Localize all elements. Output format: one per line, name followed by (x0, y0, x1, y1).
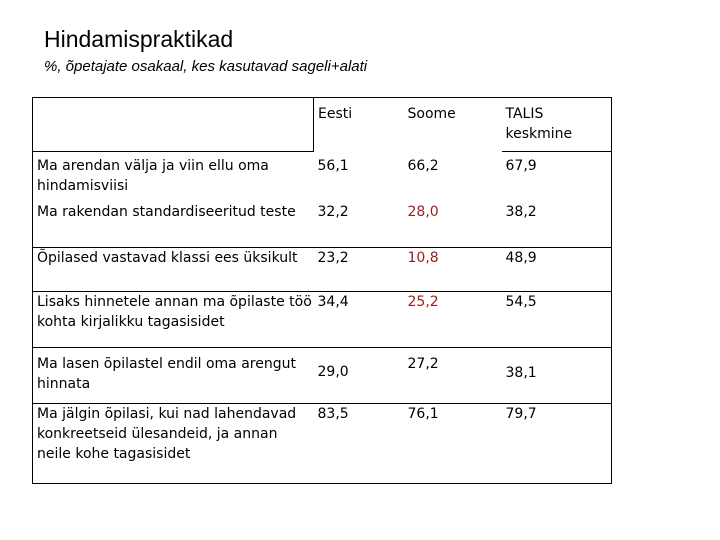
page-subtitle: %, õpetajate osakaal, kes kasutavad sageli+alati (44, 58, 368, 75)
row-label: Õpilased vastavad klassi ees üksikult (33, 248, 314, 292)
assessment-practices-table (32, 97, 612, 484)
cell-talis: 67,9 (502, 152, 612, 200)
cell-eesti: 34,4 (314, 292, 404, 348)
table-row (33, 152, 612, 200)
row-label: Ma rakendan standardiseeritud teste (33, 200, 314, 248)
cell-eesti: 23,2 (314, 248, 404, 292)
header-soome: Soome (404, 98, 502, 152)
cell-soome: 28,0 (404, 200, 502, 248)
cell-soome: 76,1 (404, 404, 502, 484)
cell-talis: 48,9 (502, 248, 612, 292)
cell-soome: 27,2 (404, 348, 502, 404)
cell-eesti: 32,2 (314, 200, 404, 248)
header-talis: TALIS keskmine (502, 98, 612, 152)
table-header-row (33, 98, 612, 152)
header-eesti: Eesti (314, 98, 404, 152)
cell-eesti: 83,5 (314, 404, 404, 484)
table-row (33, 292, 612, 348)
row-label: Ma arendan välja ja viin ellu oma hindamisviisi (33, 152, 314, 200)
cell-talis: 38,2 (502, 200, 612, 248)
cell-eesti: 56,1 (317, 157, 349, 174)
cell-talis: 38,1 (502, 348, 612, 404)
table-row (33, 404, 612, 484)
row-label: Lisaks hinnetele annan ma õpilaste töö kohta kirjalikku tagasisidet (33, 292, 314, 348)
row-label: Ma lasen õpilastel endil oma arengut hinnata (33, 348, 314, 404)
cell-talis: 79,7 (502, 404, 612, 484)
cell-soome: 10,8 (404, 248, 502, 292)
table-row (33, 348, 612, 404)
table-row (33, 248, 612, 292)
cell-soome: 66,2 (407, 157, 439, 174)
page-title: Hindamispraktikad (44, 26, 234, 52)
cell-talis: 54,5 (502, 292, 612, 348)
table-row (33, 200, 612, 248)
row-label: Ma jälgin õpilasi, kui nad lahendavad konkreetseid ülesandeid, ja annan neile kohe tagasisidet (33, 404, 314, 484)
cell-eesti: 29,0 (314, 348, 404, 404)
header-empty-cell (33, 98, 314, 152)
cell-soome: 25,2 (404, 292, 502, 348)
